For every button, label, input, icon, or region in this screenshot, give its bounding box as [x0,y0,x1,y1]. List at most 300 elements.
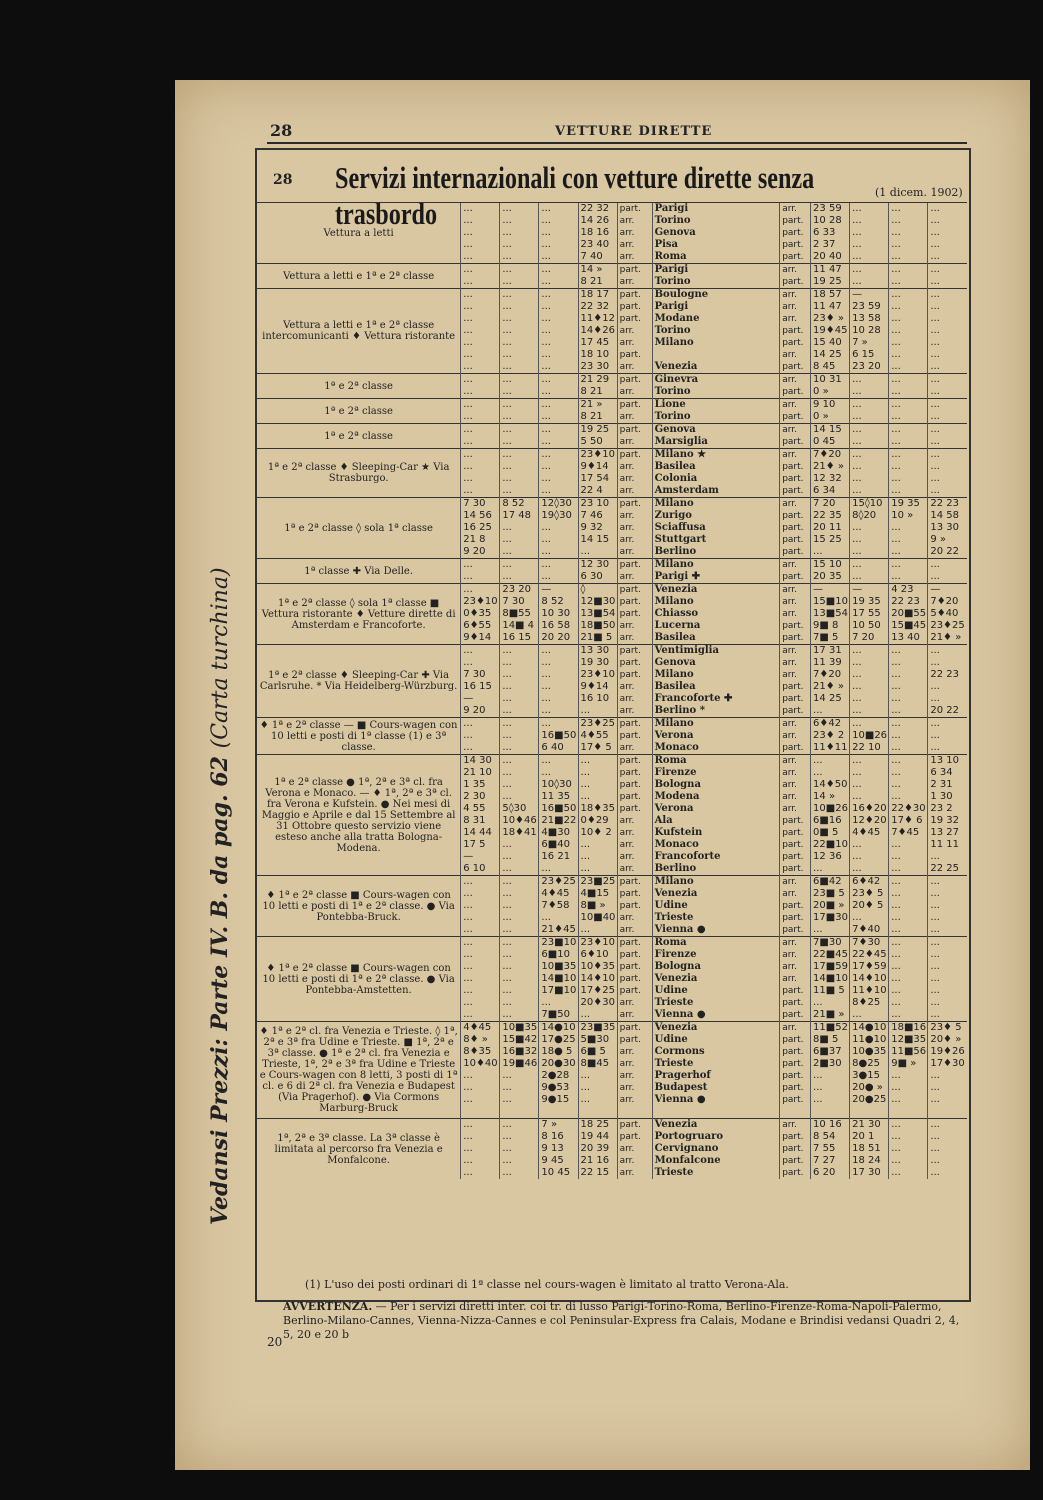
time-cell: ... [928,449,967,462]
arr-part-cell: part. [617,289,652,302]
time-cell: ... [928,912,967,924]
arr-part-cell: arr. [780,961,811,973]
time-cell: 16 10 [578,693,617,705]
page-header-title: VETTURE DIRETTE [555,124,713,139]
arr-part-cell: part. [617,301,652,313]
station-name: Portogruaro [652,1131,780,1143]
station-name: Berlino [652,863,780,876]
time-cell: ... [889,337,928,349]
service-label: 1ª e 2ª classe ◊ sola 1ª classe [257,498,461,559]
time-cell: ... [850,251,889,264]
arr-part-cell: part. [617,349,652,361]
time-cell: 10♦40 [461,1058,500,1070]
time-cell: 7♦45 [889,827,928,839]
time-cell: 19 35 [850,596,889,608]
station-name: Milano [652,337,780,349]
time-cell: ... [578,1009,617,1022]
arr-part-cell: part. [780,851,811,863]
time-cell: 22■45 [811,949,850,961]
time-cell: ... [539,681,578,693]
time-cell: 10 16 [811,1119,850,1132]
time-cell: ... [850,755,889,768]
station-name: Francoforte ✚ [652,693,780,705]
time-cell: ... [500,424,539,437]
arr-part-cell: part. [617,584,652,597]
time-cell: 20■55 [889,608,928,620]
time-cell: ... [461,349,500,361]
time-cell: ... [889,888,928,900]
table-row [257,559,967,572]
arr-part-cell: part. [617,791,652,803]
time-cell: 17 31 [811,645,850,658]
time-cell: 17♦59 [850,961,889,973]
time-cell: 20●30 [539,1058,578,1070]
time-cell: 6 40 [539,742,578,755]
time-cell: 13 30 [578,645,617,658]
time-cell: 22 10 [850,742,889,755]
time-cell: ... [500,949,539,961]
time-cell: ... [578,791,617,803]
time-cell: ... [889,399,928,412]
time-cell: ... [928,851,967,863]
time-cell: 23■25 [578,876,617,889]
time-cell: ... [461,424,500,437]
time-cell: ... [928,645,967,658]
time-cell: ... [928,374,967,387]
time-cell: 7♦40 [850,924,889,937]
arr-part-cell: arr. [780,1022,811,1035]
time-cell: 5■30 [578,1034,617,1046]
time-cell: ... [461,985,500,997]
time-cell: 7 27 [811,1155,850,1167]
service-label: 1ª e 2ª classe [257,424,461,449]
time-cell: ... [578,839,617,851]
station-name: Venezia [652,1022,780,1035]
time-cell: ... [500,1070,539,1082]
time-cell: 16 21 [539,851,578,863]
station-name: Pisa [652,239,780,251]
time-cell: ... [850,571,889,584]
time-cell: ... [850,449,889,462]
time-cell: ... [539,718,578,731]
time-cell: ... [928,559,967,572]
time-cell: ... [461,924,500,937]
time-cell: 2 30 [461,791,500,803]
time-cell: ... [928,937,967,950]
station-name: Basilea [652,632,780,645]
time-cell: 11■ 5 [811,985,850,997]
time-cell: ... [889,424,928,437]
service-label: ♦ 1ª e 2ª classe ■ Cours-wagen con 10 letti e posti di 1ª e 2ª classe. ● Via Pontebba-Amstetten. [257,937,461,1022]
time-cell: 6■10 [539,949,578,961]
time-cell: ... [928,264,967,277]
station-name: Venezia [652,888,780,900]
time-cell: 21♦ » [928,632,967,645]
page-number: 20 [267,1335,283,1349]
time-cell: ... [928,289,967,302]
time-cell: 19 44 [578,1131,617,1143]
time-cell: 23♦25 [928,620,967,632]
time-cell: ... [850,693,889,705]
time-cell: ... [500,485,539,498]
arr-part-cell: part. [617,313,652,325]
time-cell: ... [539,767,578,779]
time-cell: ... [461,1070,500,1082]
time-cell: 10♦46 [500,815,539,827]
time-cell: 23♦ 5 [928,1022,967,1035]
time-cell: 5♦40 [928,608,967,620]
time-cell: ... [889,851,928,863]
time-cell: ... [928,473,967,485]
arr-part-cell: part. [780,1131,811,1143]
arr-part-cell: part. [617,730,652,742]
station-name: Monfalcone [652,1155,780,1167]
time-cell: 9♦14 [578,461,617,473]
time-cell: ... [850,399,889,412]
time-cell: ... [500,361,539,374]
time-cell: 6■16 [811,815,850,827]
time-cell: 15■45 [889,620,928,632]
time-cell: ... [850,215,889,227]
time-cell: 20 40 [811,251,850,264]
time-cell: ... [928,485,967,498]
time-cell: ... [889,924,928,937]
table-row [257,718,967,731]
arr-part-cell: arr. [780,718,811,731]
arr-part-cell: part. [617,399,652,412]
time-cell: ... [850,863,889,876]
time-cell: ... [539,264,578,277]
time-cell: 17●25 [539,1034,578,1046]
station-name: Roma [652,251,780,264]
time-cell: 23♦25 [539,876,578,889]
arr-part-cell: part. [617,264,652,277]
time-cell: ... [850,1009,889,1022]
time-cell: 23♦10 [578,937,617,950]
station-name: Parigi [652,264,780,277]
arr-part-cell: arr. [780,264,811,277]
arr-part-cell: part. [617,498,652,511]
time-cell: ... [500,473,539,485]
time-cell [539,1106,578,1119]
time-cell: ... [928,361,967,374]
time-cell: ... [928,718,967,731]
time-cell: ... [539,215,578,227]
time-cell: 2■30 [811,1058,850,1070]
arr-part-cell: arr. [780,1119,811,1132]
time-cell: ... [889,839,928,851]
time-cell: 22♦30 [889,803,928,815]
arr-part-cell: part. [780,337,811,349]
time-cell: ... [539,559,578,572]
time-cell: 16■32 [500,1046,539,1058]
time-cell: ... [928,1119,967,1132]
time-cell: ... [461,436,500,449]
time-cell: ... [811,1070,850,1082]
time-cell: ... [889,693,928,705]
arr-part-cell: part. [617,900,652,912]
time-cell: 14 25 [811,693,850,705]
arr-part-cell: part. [617,949,652,961]
time-cell: ... [889,705,928,718]
time-cell: ... [461,718,500,731]
time-cell: 6 33 [811,227,850,239]
time-cell: 17■59 [811,961,850,973]
time-cell: ... [889,386,928,399]
time-cell: 10 50 [850,620,889,632]
time-cell: 21 30 [850,1119,889,1132]
arr-part-cell: part. [780,900,811,912]
time-cell: ... [500,227,539,239]
time-cell: ... [850,411,889,424]
time-cell: 19 25 [578,424,617,437]
time-cell: 10♦ 2 [578,827,617,839]
time-cell: 22 25 [928,863,967,876]
time-cell: ... [500,522,539,534]
time-cell: ... [850,912,889,924]
time-cell: ... [889,313,928,325]
time-cell: ... [889,1155,928,1167]
time-cell: 12■30 [578,596,617,608]
time-cell: 21■ » [811,1009,850,1022]
time-cell: 5 50 [578,436,617,449]
time-cell: ... [928,436,967,449]
time-cell: 17 54 [578,473,617,485]
table-row [257,876,967,889]
arr-part-cell: part. [617,888,652,900]
time-cell: 14 25 [811,349,850,361]
time-cell: ... [811,997,850,1009]
time-cell: 18■16 [889,1022,928,1035]
station-name: Sciaffusa [652,522,780,534]
arr-part-cell: part. [780,1155,811,1167]
time-cell: — [928,584,967,597]
time-cell: ... [850,485,889,498]
time-cell: 17 45 [578,337,617,349]
time-cell: ... [928,985,967,997]
station-name: Torino [652,325,780,337]
time-cell: ... [461,876,500,889]
arr-part-cell: part. [617,657,652,669]
time-cell: ... [928,215,967,227]
time-cell: ... [539,361,578,374]
time-cell: ... [500,669,539,681]
time-cell: 14♦10 [850,973,889,985]
time-cell: ... [928,657,967,669]
time-cell: ... [500,1009,539,1022]
time-cell: 0♦35 [461,608,500,620]
time-cell: 4 55 [461,803,500,815]
time-cell: ... [889,949,928,961]
arr-part-cell: arr. [617,325,652,337]
time-cell: 15 40 [811,337,850,349]
time-cell: ... [539,386,578,399]
time-cell: ... [539,411,578,424]
time-cell: ... [889,449,928,462]
arr-part-cell: arr. [780,755,811,768]
time-cell: ... [850,424,889,437]
arr-part-cell: part. [780,386,811,399]
time-cell: ... [811,705,850,718]
time-cell: 10 28 [850,325,889,337]
station-name: Monaco [652,839,780,851]
time-cell: ... [461,912,500,924]
station-name: Genova [652,657,780,669]
arr-part-cell: part. [780,473,811,485]
time-cell: 7 30 [461,669,500,681]
arr-part-cell: arr. [617,1046,652,1058]
time-cell: 13 10 [928,755,967,768]
arr-part-cell: arr. [617,386,652,399]
time-cell: 11 47 [811,301,850,313]
time-cell: ... [539,485,578,498]
time-cell: 16 58 [539,620,578,632]
time-cell: 12♦20 [850,815,889,827]
time-cell: 19 30 [578,657,617,669]
time-cell: ... [500,461,539,473]
arr-part-cell: part. [780,546,811,559]
arr-part-cell: arr. [617,705,652,718]
table-date: (1 dicem. 1902) [875,186,963,199]
time-cell: 10 31 [811,374,850,387]
time-cell: 10■40 [578,912,617,924]
time-cell: ... [539,374,578,387]
arr-part-cell: part. [617,374,652,387]
time-cell: ... [500,436,539,449]
arr-part-cell: part. [780,227,811,239]
arr-part-cell: part. [780,985,811,997]
arr-part-cell: part. [780,1009,811,1022]
time-cell: 23 20 [850,361,889,374]
time-cell: 13 40 [889,632,928,645]
time-cell: ... [850,436,889,449]
time-cell: 11 11 [928,839,967,851]
arr-part-cell: arr. [617,485,652,498]
time-cell: ... [500,839,539,851]
station-name: Berlino [652,546,780,559]
time-cell: 20 11 [811,522,850,534]
arr-part-cell: part. [780,1070,811,1082]
time-cell: ... [461,461,500,473]
table-row [257,374,967,387]
time-cell: ... [500,1143,539,1155]
time-cell: ... [578,546,617,559]
service-label: Vettura a letti e 1ª e 2ª classe [257,264,461,289]
station-name: Stuttgart [652,534,780,546]
time-cell: ... [461,301,500,313]
time-cell: ... [928,227,967,239]
arr-part-cell: part. [780,839,811,851]
time-cell: ... [461,386,500,399]
time-cell: ... [889,251,928,264]
time-cell: ... [461,264,500,277]
time-cell: 6■42 [811,876,850,889]
time-cell: 6♦10 [578,949,617,961]
time-cell: ... [461,1119,500,1132]
arr-part-cell: part. [617,608,652,620]
time-cell: ... [500,239,539,251]
time-cell: 9♦14 [461,632,500,645]
time-cell: 17 5 [461,839,500,851]
time-cell: — [850,584,889,597]
station-name: Cervignano [652,1143,780,1155]
time-cell: 18♦41 [500,827,539,839]
arr-part-cell: arr. [617,1082,652,1094]
time-cell: 21♦ » [811,681,850,693]
time-cell: ... [500,985,539,997]
time-cell: 12■35 [889,1034,928,1046]
header-rule [267,142,967,144]
table-row [257,203,967,216]
service-label: 1ª e 2ª classe ◊ sola 1ª classe ■ Vettura ristorante ♦ Vetture dirette di Amsterdam e Francoforte. [257,584,461,645]
arr-part-cell: part. [780,571,811,584]
time-cell: 7♦58 [539,900,578,912]
time-cell: ... [539,424,578,437]
arr-part-cell: arr. [780,374,811,387]
time-cell: 11♦10 [850,985,889,997]
time-cell: ... [539,461,578,473]
time-cell: ... [889,1094,928,1106]
time-cell: ... [461,730,500,742]
station-name: Francoforte [652,851,780,863]
station-name: Modena [652,791,780,803]
arr-part-cell: arr. [617,742,652,755]
arr-part-cell: arr. [780,645,811,658]
time-cell: ... [461,1082,500,1094]
time-cell: 10■26 [850,730,889,742]
time-cell: ... [928,1082,967,1094]
arr-part-cell: part. [780,215,811,227]
time-cell: 9 13 [539,1143,578,1155]
service-label: ♦ 1ª e 2ª cl. fra Venezia e Trieste. ◊ 1ª, 2ª e 3ª fra Udine e Trieste. ■ 1ª, 2ª e 3ª classe. ● 1ª e 2ª cl. fra Venezia e Trieste, 1ª, 2ª e 3ª fra Udine e Trieste e Cours-wagen con 8 letti, 3 posti di 1ª cl. e 6 di 2ª cl. fra Venezia e Budapest (Via Pragerhof). ● Via Cormons Marburg-Bruck [257,1022,461,1119]
time-cell: ... [461,215,500,227]
time-cell: ... [928,742,967,755]
time-cell: ... [850,681,889,693]
time-cell: 7■50 [539,1009,578,1022]
time-cell: ... [578,863,617,876]
arr-part-cell: part. [617,985,652,997]
time-cell: 10◊30 [539,779,578,791]
arr-part-cell: part. [617,961,652,973]
arr-part-cell: arr. [617,227,652,239]
time-cell: 23■10 [539,937,578,950]
arr-part-cell: arr. [780,791,811,803]
time-cell: 6 30 [578,571,617,584]
station-name: Vienna ● [652,1094,780,1106]
station-name: Marsiglia [652,436,780,449]
time-cell: 20♦ 5 [850,900,889,912]
time-cell: 8♦35 [461,1046,500,1058]
time-cell: ... [500,449,539,462]
station-name: Bologna [652,961,780,973]
time-cell: ... [461,1155,500,1167]
arr-part-cell: arr. [617,681,652,693]
time-cell: 21 16 [578,1155,617,1167]
time-cell: ... [928,1131,967,1143]
time-cell: — [811,584,850,597]
time-cell: 4■30 [539,827,578,839]
time-cell: 10■35 [500,1022,539,1035]
time-cell: ... [889,669,928,681]
time-cell: ... [928,1009,967,1022]
station-name: Cormons [652,1046,780,1058]
time-cell: 7■30 [811,937,850,950]
station-name: Torino [652,386,780,399]
arr-part-cell: arr. [617,863,652,876]
time-cell: 23■35 [578,1022,617,1035]
service-label: 1ª, 2ª e 3ª classe. La 3ª classe è limitata al percorso fra Venezia e Monfalcone. [257,1119,461,1180]
station-name: Parigi ✚ [652,571,780,584]
